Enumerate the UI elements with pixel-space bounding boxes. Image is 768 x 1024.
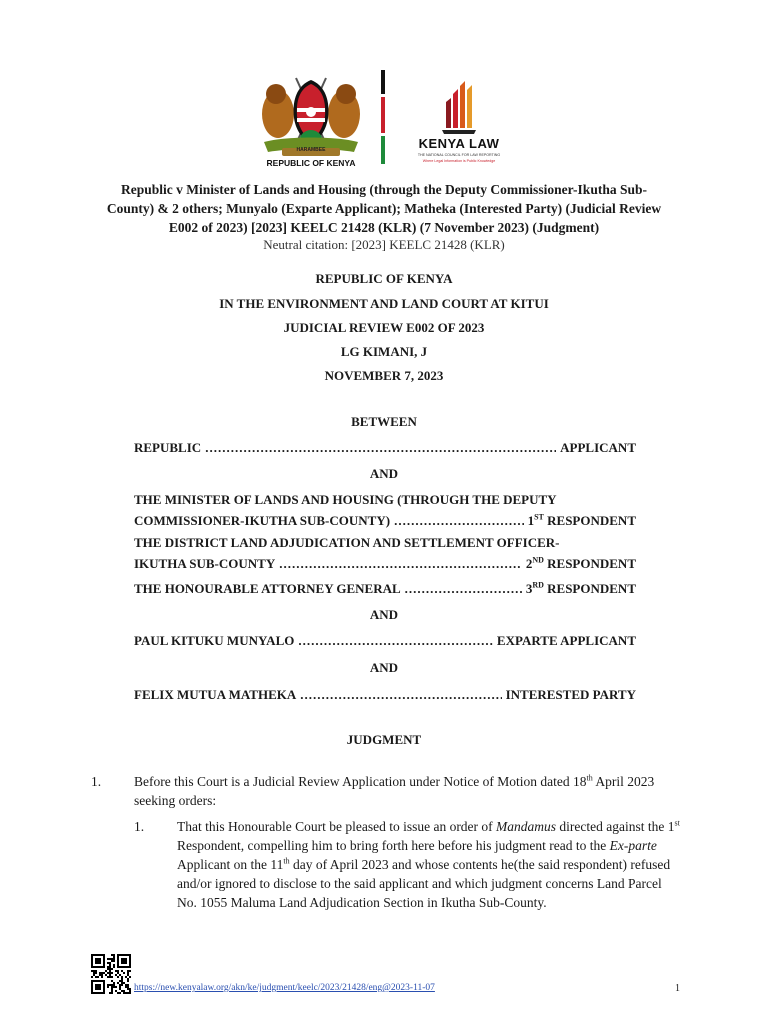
qr-code [91,954,131,994]
party-name-line: THE MINISTER OF LANDS AND HOUSING (THROUGH THE DEPUTY [134,492,557,507]
kenyalaw-tagline: Where Legal Information is Public Knowledge [422,159,496,163]
leader-dots [298,630,493,651]
and-separator: AND [369,660,399,675]
party-role: 3RD RESPONDENT [525,580,636,596]
coat-of-arms-caption: REPUBLIC OF KENYA [266,158,356,168]
kenyalaw-logo [404,78,514,168]
kenyalaw-logo-text: KENYA LAW [418,136,500,151]
paragraph-number: 1. [91,774,102,789]
party-name: REPUBLIC [134,440,202,455]
judgment-date: NOVEMBER 7, 2023 [324,368,444,383]
leader-dots [405,578,522,599]
case-number: JUDICIAL REVIEW E002 OF 2023 [283,320,485,335]
leader-dots [394,510,524,531]
party-name: THE HONOURABLE ATTORNEY GENERAL [134,581,401,596]
coat-of-arms [256,72,366,168]
footer-url-link[interactable]: https://new.kenyalaw.org/akn/ke/judgment/keelc/2023/21428/eng@2023-11-07 [134,983,435,993]
party-role: 1ST RESPONDENT [527,512,636,528]
party-name: PAUL KITUKU MUNYALO [134,633,295,648]
party-applicant [134,437,636,458]
party-respondent-2 [134,532,636,574]
party-respondent-3 [134,578,636,599]
case-title: Republic v Minister of Lands and Housing (through the Deputy Commissioner-Ikutha Sub-County) & 2 others; Munyalo (Exparte Applicant); Matheka (Interested Party) (Judicial Review E002 of 2023) [2023] KEELC 21428 (KLR) (7 November 2023) (Judgment) [106,182,662,235]
between-heading: BETWEEN [351,414,417,429]
party-role: EXPARTE APPLICANT [496,633,636,648]
subparagraph-number: 1. [134,819,145,834]
coat-of-arms-motto: HARAMBEE [296,147,326,153]
and-separator: AND [369,607,399,622]
court-country: REPUBLIC OF KENYA [315,271,453,286]
judgment-heading: JUDGMENT [346,732,422,747]
party-name-line: COMMISSIONER-IKUTHA SUB-COUNTY) [134,513,391,528]
qr-code-icon [91,954,131,994]
party-role: INTERESTED PARTY [505,687,636,702]
party-exparte-applicant [134,630,636,651]
subparagraph-1: That this Honourable Court be pleased to issue an order of Mandamus directed against the 1st Respondent, compelling him to bring forth here before his judgment read to the Ex-parte Applicant on the 11th day of April 2023 and whose contents he(the said respondent) refused and/or ignored to disclose to the said applicant and which judgment concerns Land Parcel No. 1055 Maluma Land Adjudication Section in Ikutha Sub-County. [177,818,680,910]
court-name: IN THE ENVIRONMENT AND LAND COURT AT KITUI [219,296,549,311]
leader-dots [300,684,501,705]
coat-of-arms-icon [256,72,366,158]
kenyalaw-subtitle: THE NATIONAL COUNCIL FOR LAW REPORTING [417,153,501,157]
judge-name: LG KIMANI, J [340,344,428,359]
party-respondent-1 [134,489,636,531]
leader-dots [205,437,556,458]
party-name-line: IKUTHA SUB-COUNTY [134,556,276,571]
party-name-line: THE DISTRICT LAND ADJUDICATION AND SETTLEMENT OFFICER- [134,535,560,550]
party-name: FELIX MUTUA MATHEKA [134,687,297,702]
page-number: 1 [675,983,680,994]
neutral-citation: Neutral citation: [2023] KEELC 21428 (KLR) [263,237,505,252]
party-role: APPLICANT [560,440,636,455]
party-role: 2ND RESPONDENT [525,555,636,571]
flag-divider [381,70,385,164]
and-separator: AND [369,466,399,481]
kenyalaw-bars-icon [404,78,514,134]
party-interested [134,684,636,705]
paragraph-1: Before this Court is a Judicial Review Application under Notice of Motion dated 18th April 2023 seeking orders: [134,773,655,808]
leader-dots [279,553,522,574]
